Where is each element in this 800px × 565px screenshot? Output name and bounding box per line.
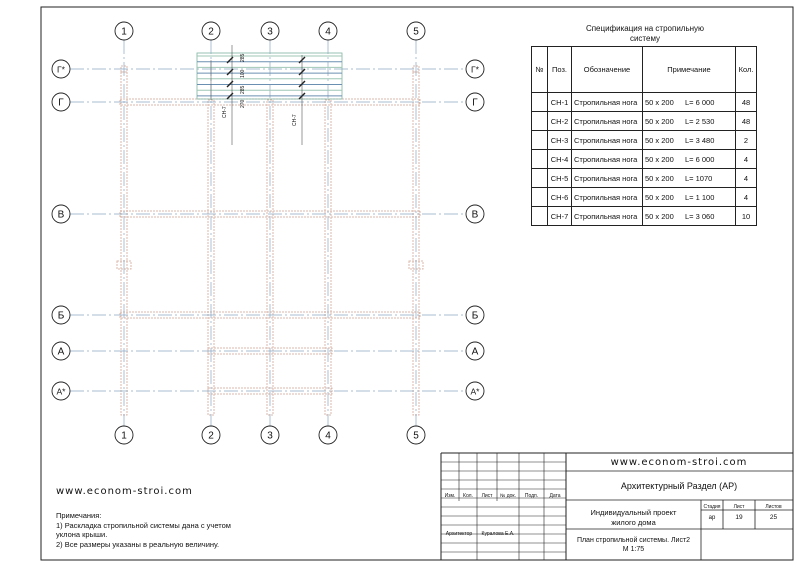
beam — [208, 100, 214, 415]
spec-cell-note — [643, 131, 736, 150]
spec-cell-section: 50 х 200 — [645, 173, 674, 183]
axis-label: 3 — [267, 430, 273, 442]
spec-cell-pos: СН-3 — [548, 131, 572, 150]
spec-cell-pos: СН-6 — [548, 188, 572, 207]
axis-label: 1 — [121, 26, 127, 38]
axis-label: Г* — [471, 64, 479, 75]
axis-bubble-top — [407, 22, 425, 40]
spec-header-name: Обозначение — [572, 47, 643, 93]
spec-cell-note — [643, 207, 736, 226]
axis-bubble-bottom — [261, 426, 279, 444]
spec-cell-section: 50 х 200 — [645, 154, 674, 164]
axis-bubble-right — [466, 306, 484, 324]
spec-cell-num — [532, 93, 548, 112]
title-block-project: Индивидуальный проект жилого дома — [590, 508, 677, 527]
dimension-label-3: 285 — [240, 85, 246, 94]
dimension-label-4: 270 — [240, 99, 246, 108]
spec-cell-num — [532, 169, 548, 188]
axis-bubble-left — [52, 306, 70, 324]
beam — [267, 100, 273, 415]
axis-bubble-top — [115, 22, 133, 40]
tb-sheet-label: Лист — [733, 504, 745, 510]
axis-label: А — [471, 346, 479, 358]
spec-cell-qty: 2 — [736, 131, 757, 150]
spec-header-num: № — [532, 47, 548, 93]
title-block-sheet-name: План стропильной системы. Лист2 М 1:75 — [576, 537, 691, 553]
spec-cell-section: 50 х 200 — [645, 116, 674, 126]
spec-cell-qty: 48 — [736, 93, 757, 112]
axis-bubble-bottom — [407, 426, 425, 444]
spec-title: Спецификация на стропильную систему — [585, 24, 705, 43]
spec-cell-pos: СН-2 — [548, 112, 572, 131]
spec-cell-note — [643, 112, 736, 131]
spec-cell-length: L= 3 480 — [685, 135, 715, 145]
spec-cell-qty: 4 — [736, 150, 757, 169]
spec-cell-length: L= 2 530 — [685, 116, 715, 126]
spec-cell-length: L= 6 000 — [685, 154, 715, 164]
spec-cell-section: 50 х 200 — [645, 97, 674, 107]
notes-line-1: 1) Раскладка стропильной системы дана с учетом — [56, 520, 231, 530]
axis-bubble-right — [466, 205, 484, 223]
tb-author: Куралова Е.А. — [481, 531, 515, 537]
spec-cell-length: L= 1 100 — [685, 192, 715, 202]
axis-label: 1 — [121, 430, 127, 442]
spec-cell-section: 50 х 200 — [645, 211, 674, 221]
axis-bubble-top — [202, 22, 220, 40]
notes-title: Примечания: — [56, 511, 102, 520]
axis-bubble-left — [52, 342, 70, 360]
spec-row — [532, 131, 757, 150]
spec-cell-pos: СН-1 — [548, 93, 572, 112]
tb-sheet: 19 — [735, 514, 743, 521]
tb-col-izm: Изм. — [444, 493, 456, 499]
spec-row — [532, 150, 757, 169]
dimension-label-2: 100 — [240, 69, 246, 78]
axis-bubble-left — [52, 382, 70, 400]
axis-label: В — [57, 209, 65, 221]
beam — [325, 100, 331, 415]
tb-stage: ар — [708, 515, 716, 521]
spec-cell-pos: СН-5 — [548, 169, 572, 188]
spec-cell-note — [643, 169, 736, 188]
tb-sheets: 25 — [769, 514, 778, 521]
spec-cell-length: L= 3 060 — [685, 211, 715, 221]
spec-cell-qty: 10 — [736, 207, 757, 226]
spec-cell-name: Стропильная нога — [572, 131, 643, 150]
axis-label: В — [471, 209, 479, 221]
spec-cell-name: Стропильная нога — [572, 188, 643, 207]
axis-bubble-bottom — [319, 426, 337, 444]
spec-cell-num — [532, 131, 548, 150]
rafter-block-frame — [197, 53, 342, 99]
notes-line-3: 2) Все размеры указаны в реальную величину. — [56, 539, 220, 549]
rafter-label-1: СН-7 — [222, 106, 228, 118]
axis-bubble-left — [52, 60, 70, 78]
spec-cell-num — [532, 207, 548, 226]
spec-table — [531, 46, 757, 226]
axis-label: Б — [471, 310, 479, 322]
axis-bubble-top — [319, 22, 337, 40]
spec-cell-qty: 4 — [736, 169, 757, 188]
spec-cell-section: 50 х 200 — [645, 135, 674, 145]
axis-bubble-left — [52, 93, 70, 111]
website-label: www.econom-stroi.com — [56, 486, 193, 497]
spec-cell-qty: 48 — [736, 112, 757, 131]
axis-bubble-right — [466, 342, 484, 360]
spec-cell-name: Стропильная нога — [572, 112, 643, 131]
axis-label: Б — [57, 310, 65, 322]
spec-header-pos: Поз. — [548, 47, 572, 93]
axis-bubble-right — [466, 382, 484, 400]
spec-cell-note — [643, 93, 736, 112]
spec-header-row — [532, 47, 757, 93]
spec-cell-pos: СН-4 — [548, 150, 572, 169]
spec-cell-num — [532, 150, 548, 169]
spec-cell-section: 50 х 200 — [645, 192, 674, 202]
tb-col-ndok: № док. — [499, 493, 517, 499]
axis-bubble-top — [261, 22, 279, 40]
spec-cell-note — [643, 150, 736, 169]
axis-label: 4 — [325, 430, 331, 442]
spec-cell-name: Стропильная нога — [572, 93, 643, 112]
axis-label: А — [57, 346, 65, 358]
axis-bubble-left — [52, 205, 70, 223]
axis-label: Г — [58, 97, 64, 109]
spec-cell-pos: СН-7 — [548, 207, 572, 226]
spec-cell-qty: 4 — [736, 188, 757, 207]
axis-bubble-bottom — [202, 426, 220, 444]
tb-role: Архитектор — [445, 531, 473, 537]
tb-stage-label: Стадия — [703, 504, 721, 510]
axis-bubble-right — [466, 93, 484, 111]
rafter-label-2: СН-7 — [292, 114, 298, 126]
tb-sheets-label: Листов — [765, 504, 782, 510]
axis-label: 2 — [208, 26, 214, 38]
axis-label: А* — [56, 386, 66, 397]
axis-label: А* — [470, 386, 480, 397]
spec-header-qty: Кол. — [736, 47, 757, 93]
spec-cell-name: Стропильная нога — [572, 150, 643, 169]
axis-bubble-right — [466, 60, 484, 78]
axis-label: 4 — [325, 26, 331, 38]
spec-cell-note — [643, 188, 736, 207]
spec-cell-num — [532, 112, 548, 131]
axis-label: 5 — [413, 26, 419, 38]
spec-cell-num — [532, 188, 548, 207]
tb-col-podp: Подп. — [524, 493, 539, 499]
tb-col-data: Дата — [549, 493, 561, 499]
spec-header-note: Примечание — [643, 47, 736, 93]
rafter-detail-block — [197, 45, 342, 145]
axis-label: Г — [472, 97, 478, 109]
tb-col-list: Лист — [481, 493, 493, 499]
title-block-section: Архитектурный Раздел (АР) — [620, 481, 738, 491]
axis-label: 2 — [208, 430, 214, 442]
spec-cell-name: Стропильная нога — [572, 207, 643, 226]
spec-row — [532, 207, 757, 226]
spec-row — [532, 188, 757, 207]
axis-label: 5 — [413, 430, 419, 442]
notes-line-2: уклона крыши. — [56, 530, 108, 539]
spec-cell-length: L= 6 000 — [685, 97, 715, 107]
spec-cell-name: Стропильная нога — [572, 169, 643, 188]
dimension-label-1: 285 — [240, 53, 246, 62]
notes — [56, 511, 231, 549]
spec-row — [532, 93, 757, 112]
axis-label: Г* — [57, 64, 65, 75]
spec-cell-length: L= 1070 — [685, 173, 713, 183]
spec-row — [532, 112, 757, 131]
tb-col-kol: Кол. — [463, 493, 473, 499]
axis-bubble-bottom — [115, 426, 133, 444]
axis-label: 3 — [267, 26, 273, 38]
spec-row — [532, 169, 757, 188]
title-block-website: www.econom-stroi.com — [610, 457, 748, 468]
